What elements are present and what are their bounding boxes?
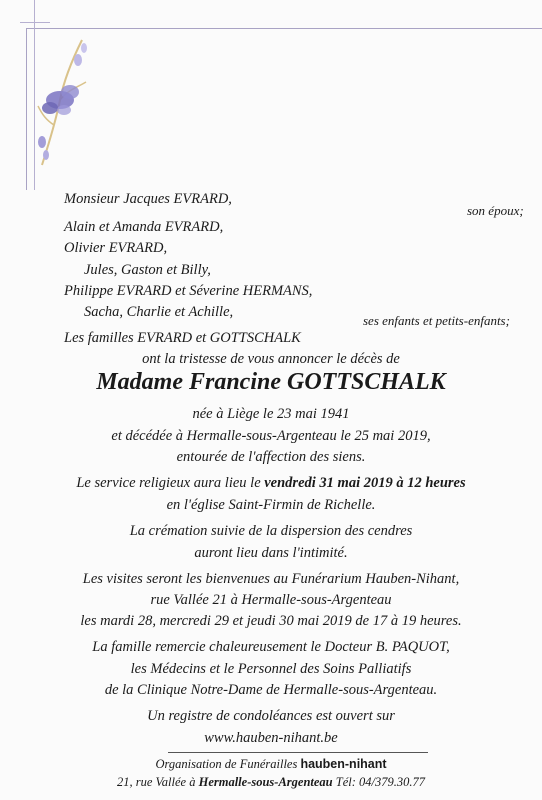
- service-line: [0, 475, 542, 492]
- service-place: en l'église Saint-Firmin de Richelle.: [166, 497, 376, 513]
- footer-addr-city: Hermalle-sous-Argenteau: [198, 775, 333, 789]
- thanks-line-3: de la Clinique Notre-Dame de Hermalle-sous-Argenteau.: [104, 682, 438, 698]
- visits-line-3: les mardi 28, mercredi 29 et jeudi 30 mai 2019 de 17 à 19 heures.: [80, 613, 462, 629]
- family-line-6: Sacha, Charlie et Achille,: [84, 304, 234, 320]
- family-note-epoux: son époux;: [467, 203, 524, 218]
- footer-address: [0, 775, 542, 790]
- visits-line-1: Les visites seront les bienvenues au Funérarium Hauben-Nihant,: [82, 571, 460, 587]
- frame-top-border: [26, 28, 542, 29]
- thanks-line-1: La famille remercie chaleureusement le Docteur B. PAQUOT,: [92, 639, 450, 655]
- family-line-1: Monsieur Jacques EVRARD,: [64, 191, 232, 207]
- death-text: et décédée à Hermalle-sous-Argenteau le 25 mai 2019,: [111, 428, 431, 444]
- footer-divider: [168, 752, 428, 753]
- registry-url[interactable]: www.hauben-nihant.be: [204, 730, 338, 746]
- thanks-line-2: les Médecins et le Personnel des Soins Palliatifs: [130, 661, 412, 677]
- announce-text: ont la tristesse de vous annoncer le décès de: [142, 351, 400, 367]
- cremation-line-1: La crémation suivie de la dispersion des cendres: [129, 523, 413, 539]
- footer-org-prefix: Organisation de Funérailles: [155, 757, 301, 771]
- registry-line-1: Un registre de condoléances est ouvert sur: [147, 708, 395, 724]
- service-date: vendredi 31 mai 2019 à 12 heures: [264, 475, 466, 491]
- family-line-4: Jules, Gaston et Billy,: [84, 262, 211, 278]
- family-line-3: Olivier EVRARD,: [64, 240, 168, 256]
- flower-cross-icon: [20, 30, 100, 170]
- cross-horizontal: [20, 22, 50, 23]
- deceased-name: Madame Francine GOTTSCHALK: [96, 369, 446, 395]
- footer-brand: hauben-nihant: [300, 757, 387, 771]
- cremation-line-2: auront lieu dans l'intimité.: [194, 545, 348, 561]
- footer-addr-prefix: 21, rue Vallée à: [117, 775, 199, 789]
- family-note-enfants: ses enfants et petits-enfants;: [363, 313, 510, 328]
- family-line-5: Philippe EVRARD et Séverine HERMANS,: [64, 283, 313, 299]
- birth-text: née à Liège le 23 mai 1941: [192, 406, 350, 422]
- family-line-2: Alain et Amanda EVRARD,: [64, 219, 224, 235]
- family-line-7: Les familles EVRARD et GOTTSCHALK: [64, 330, 301, 346]
- entouree-text: entourée de l'affection des siens.: [176, 449, 366, 465]
- footer-addr-tel: Tél: 04/379.30.77: [332, 775, 425, 789]
- service-prefix: Le service religieux aura lieu le: [76, 475, 265, 491]
- footer-organisation: [0, 757, 542, 772]
- visits-line-2: rue Vallée 21 à Hermalle-sous-Argenteau: [150, 592, 392, 608]
